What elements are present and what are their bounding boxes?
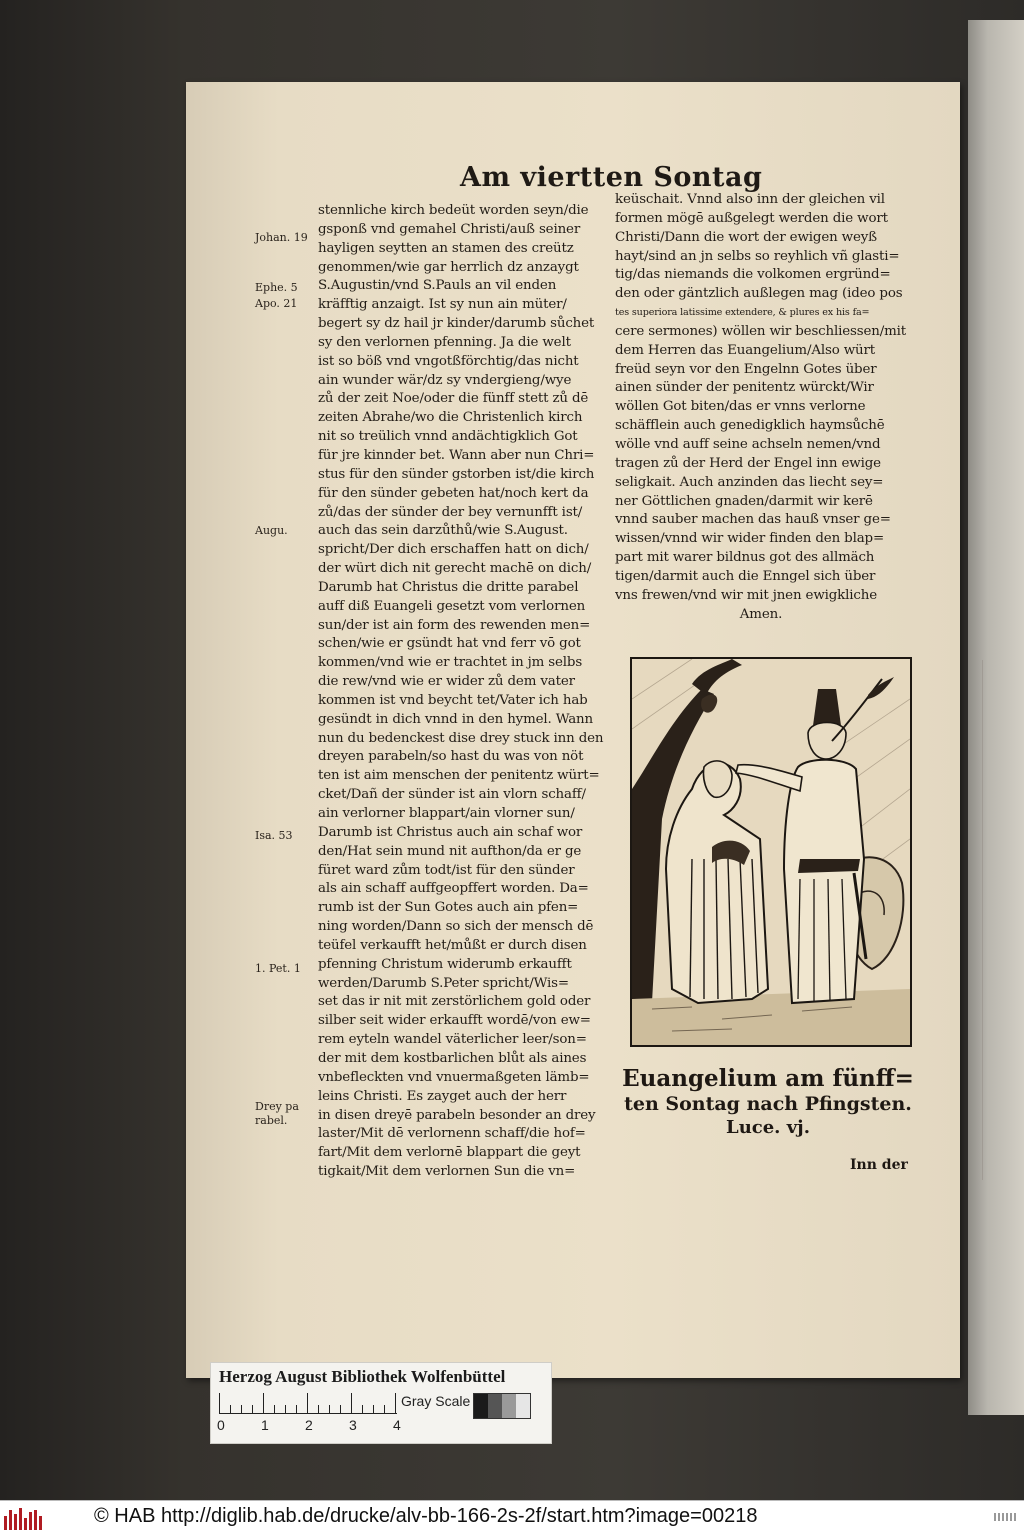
- running-head: Am viertten Sontag: [460, 162, 763, 193]
- text-line: laster/Mit dē verlornenn schaff/die hof=: [318, 1126, 586, 1142]
- text-line: set das ir nit mit zerstörlichem gold oder: [318, 994, 591, 1010]
- text-line: ain wunder wär/dz sy vndergieng/wye: [318, 372, 572, 388]
- text-line: zů der zeit Noe/oder die fünff stett zů dē: [318, 391, 589, 407]
- text-line: fart/Mit dem verlornē blappart die geyt: [318, 1145, 581, 1161]
- text-line: der mit dem kostbarlichen blůt als aines: [318, 1050, 587, 1066]
- text-line: Darumb hat Christus die dritte parabel: [318, 579, 579, 595]
- ruler-number: 1: [261, 1417, 269, 1433]
- ruler-number: 3: [349, 1417, 357, 1433]
- text-line: hayligen seytten an stamen des creütz: [318, 240, 574, 256]
- text-line: tigen/darmit auch die Enngel sich über: [615, 568, 876, 584]
- text-line: gesündt in dich vnnd in den hymel. Wann: [318, 711, 593, 727]
- text-line: rem eyteln wandel väterlicher leer/son=: [318, 1032, 587, 1048]
- text-line: dreyen parabeln/so hast du was von nöt: [318, 749, 584, 765]
- text-line: füret ward zům todt/ist für den sünder: [318, 862, 575, 878]
- text-line: als ain schaff auffgeopffert worden. Da=: [318, 881, 589, 897]
- ruler-tick: [318, 1405, 319, 1413]
- text-line: hayt/sind an jn selbs so reyhlich vñ glasti=: [615, 248, 900, 264]
- text-line: ten ist aim menschen der penitentz würt=: [318, 768, 600, 784]
- margin-note: rabel.: [255, 1114, 288, 1127]
- text-line: den/Hat sein mund nit aufthon/da er ge: [318, 843, 582, 859]
- text-line: die rew/vnd wie er wider zů dem vater: [318, 674, 575, 690]
- text-line: formen mögē außgelegt werden die wort: [615, 210, 888, 226]
- gospel-heading: [618, 1066, 918, 1140]
- text-line: part mit warer bildnus got des allmäch: [615, 550, 875, 566]
- gray-swatch: [474, 1394, 488, 1418]
- text-line: für den sünder gebeten hat/noch kert da: [318, 485, 589, 501]
- text-line: vns frewen/vnd wir mit jnen ewigkliche: [615, 587, 878, 603]
- text-line: vnnd sauber machen das hauß vnser ge=: [615, 512, 891, 528]
- text-line: ainen sünder der penitentz würckt/Wir: [615, 380, 874, 396]
- text-line: kräfftig anzaigt. Ist sy nun ain müter/: [318, 297, 567, 313]
- left-text-column: [318, 202, 604, 1182]
- text-line: auch das sein darzůthů/wie S.August.: [318, 523, 568, 539]
- woodcut-illustration: [630, 657, 912, 1047]
- text-line: seligkait. Auch anzinden das liecht sey=: [615, 474, 884, 490]
- text-line: cket/Dañ der sünder ist ain vlorn schaff/: [318, 787, 586, 803]
- catchword: Inn der: [850, 1157, 908, 1173]
- scale-card: [210, 1362, 552, 1444]
- text-line: freüd seyn vor den Engelnn Gotes über: [615, 361, 877, 377]
- margin-note: Ephe. 5: [255, 281, 298, 294]
- text-line: ner Göttlichen gnaden/darmit wir kerē: [615, 493, 873, 509]
- ruler-tick: [373, 1405, 374, 1413]
- text-line: kommen ist vnd beycht tet/Vater ich hab: [318, 692, 588, 708]
- ruler-tick: [263, 1393, 264, 1413]
- margin-note: Apo. 21: [255, 297, 298, 310]
- text-line: Amen.: [739, 606, 783, 622]
- ruler-tick: [329, 1405, 330, 1413]
- text-line: kommen/vnd wie er trachtet in jm selbs: [318, 655, 583, 671]
- ruler-tick: [351, 1393, 352, 1413]
- margin-note: Johan. 19: [255, 231, 308, 244]
- text-line: rumb ist der Sun Gotes auch ain pfen=: [318, 900, 579, 916]
- text-line: keüschait. Vnnd also inn der gleichen vil: [615, 192, 885, 207]
- ruler-tick: [384, 1405, 385, 1413]
- ruler-tick: [230, 1405, 231, 1413]
- text-line: Darumb ist Christus auch ain schaf wor: [318, 824, 583, 840]
- ruler-tick: [362, 1405, 363, 1413]
- gospel-heading-line1: Euangelium am fünff=: [622, 1065, 914, 1092]
- text-line: werden/Darumb S.Peter spricht/Wis=: [318, 975, 569, 991]
- text-line: zů/das der sünder der bey vernunfft ist/: [318, 504, 583, 520]
- text-line: nit so treülich vnnd andächtigklich Got: [318, 429, 578, 445]
- right-text-column: [615, 191, 907, 624]
- ruler-tick: [274, 1405, 275, 1413]
- text-line: Christi/Dann die wort der ewigen weyß: [615, 229, 877, 245]
- ruler: [219, 1391, 397, 1414]
- facing-page-edge: [968, 20, 1024, 1415]
- text-line: leins Christi. Es zayget auch der herr: [318, 1088, 567, 1104]
- text-line: silber seit wider erkaufft wordē/von ew=: [318, 1013, 591, 1029]
- text-line: spricht/Der dich erschaffen hatt on dich/: [318, 542, 589, 558]
- text-line: ning worden/Dann so sich der mensch dē: [318, 919, 594, 935]
- text-line: tig/das niemands die volkomen ergründ=: [615, 267, 891, 283]
- woodcut-drawing: [632, 659, 910, 1045]
- ruler-tick: [285, 1405, 286, 1413]
- gray-scale-label: Gray Scale: [401, 1393, 471, 1409]
- ruler-tick: [307, 1393, 308, 1413]
- text-line: pfenning Christum widerumb erkaufft: [318, 956, 572, 972]
- text-line: wöllen Got biten/das er vnns verlorne: [615, 399, 866, 415]
- footer-url-text: © HAB http://diglib.hab.de/drucke/alv-bb-166-2s-2f/start.htm?image=00218: [94, 1505, 758, 1527]
- text-line: in disen dreyē parabeln besonder an drey: [318, 1107, 596, 1123]
- text-line: S.Augustin/vnd S.Pauls an vil enden: [318, 278, 557, 294]
- text-line: zeiten Abrahe/wo die Christenlich kirch: [318, 410, 583, 426]
- margin-note: Isa. 53: [255, 829, 293, 842]
- text-line: cere sermones) wöllen wir beschliessen/mit: [615, 323, 907, 339]
- text-line: genommen/wie gar herrlich dz anzaygt: [318, 259, 579, 275]
- ruler-tick: [219, 1393, 220, 1413]
- text-line: stennliche kirch bedeüt worden seyn/die: [318, 203, 589, 218]
- gospel-heading-line3: Luce. vj.: [726, 1117, 810, 1138]
- text-line: auff diß Euangeli gesetzt vom verlornen: [318, 598, 586, 614]
- ruler-tick: [395, 1393, 396, 1413]
- text-line: tigkait/Mit dem verlornen Sun die vn=: [318, 1164, 576, 1180]
- margin-note: Augu.: [255, 524, 288, 537]
- ruler-tick: [340, 1405, 341, 1413]
- gray-swatch: [488, 1394, 502, 1418]
- margin-note: 1. Pet. 1: [255, 962, 301, 975]
- text-line: ist so böß vnd vngotßförchtig/das nicht: [318, 353, 579, 369]
- text-line: für jre kinnder bet. Wann aber nun Chri=: [318, 447, 595, 463]
- ruler-tick: [252, 1405, 253, 1413]
- text-line: dem Herren das Euangelium/Also würt: [615, 342, 876, 358]
- text-line: stus für den sünder gstorben ist/die kirch: [318, 466, 595, 482]
- text-line: schen/wie er gsündt hat vnd ferr vō got: [318, 636, 581, 652]
- text-line: tragen zů der Herd der Engel inn ewige: [615, 455, 881, 471]
- text-line: sun/der ist ain form des rewenden men=: [318, 617, 591, 633]
- text-line: wölle vnd auff seine achseln nemen/vnd: [615, 436, 881, 452]
- gospel-heading-line2: ten Sontag nach Pfingsten.: [624, 1093, 912, 1115]
- gray-swatch: [516, 1394, 530, 1418]
- text-line: vnbefleckten vnd vnuermaßgeten lämb=: [318, 1069, 590, 1085]
- footer-bar: [0, 1500, 1024, 1535]
- text-line: tes superiora latissime extendere, & plures ex his fa=: [615, 307, 870, 319]
- text-line: nun du bedenckest dise drey stuck inn den: [318, 730, 604, 746]
- text-line: den oder gäntzlich außlegen mag (ideo pos: [615, 286, 903, 302]
- text-line: wissen/vnnd wir wider finden den blap=: [615, 531, 885, 547]
- text-line: ain verlorner blappart/ain vlorner sun/: [318, 806, 575, 821]
- text-line: begert sy dz hail jr kinder/darumb sůchet: [318, 316, 595, 332]
- footer-mini-icon: [994, 1513, 1016, 1521]
- text-line: der würt dich nit gerecht machē on dich/: [318, 561, 592, 577]
- gray-swatch: [502, 1394, 516, 1418]
- text-line: teüfel verkaufft het/můßt er durch disen: [318, 937, 587, 953]
- text-line: schäfflein auch genedigklich haymsůchē: [615, 418, 885, 434]
- ruler-number: 0: [217, 1417, 225, 1433]
- ruler-numbers: [217, 1417, 417, 1435]
- ruler-tick: [296, 1405, 297, 1413]
- gray-scale-swatches: [473, 1393, 531, 1419]
- text-line: sy den verlornen pfenning. Ja die welt: [318, 334, 571, 350]
- ruler-number: 2: [305, 1417, 313, 1433]
- ruler-number: 4: [393, 1417, 401, 1433]
- hab-logo-icon: [4, 1506, 44, 1530]
- scale-card-title: Herzog August Bibliothek Wolfenbüttel: [219, 1367, 506, 1386]
- text-line: gsponß vnd gemahel Christi/auß seiner: [318, 221, 581, 237]
- margin-note: Drey pa: [255, 1100, 299, 1113]
- show-through: [982, 660, 1023, 1180]
- ruler-tick: [241, 1405, 242, 1413]
